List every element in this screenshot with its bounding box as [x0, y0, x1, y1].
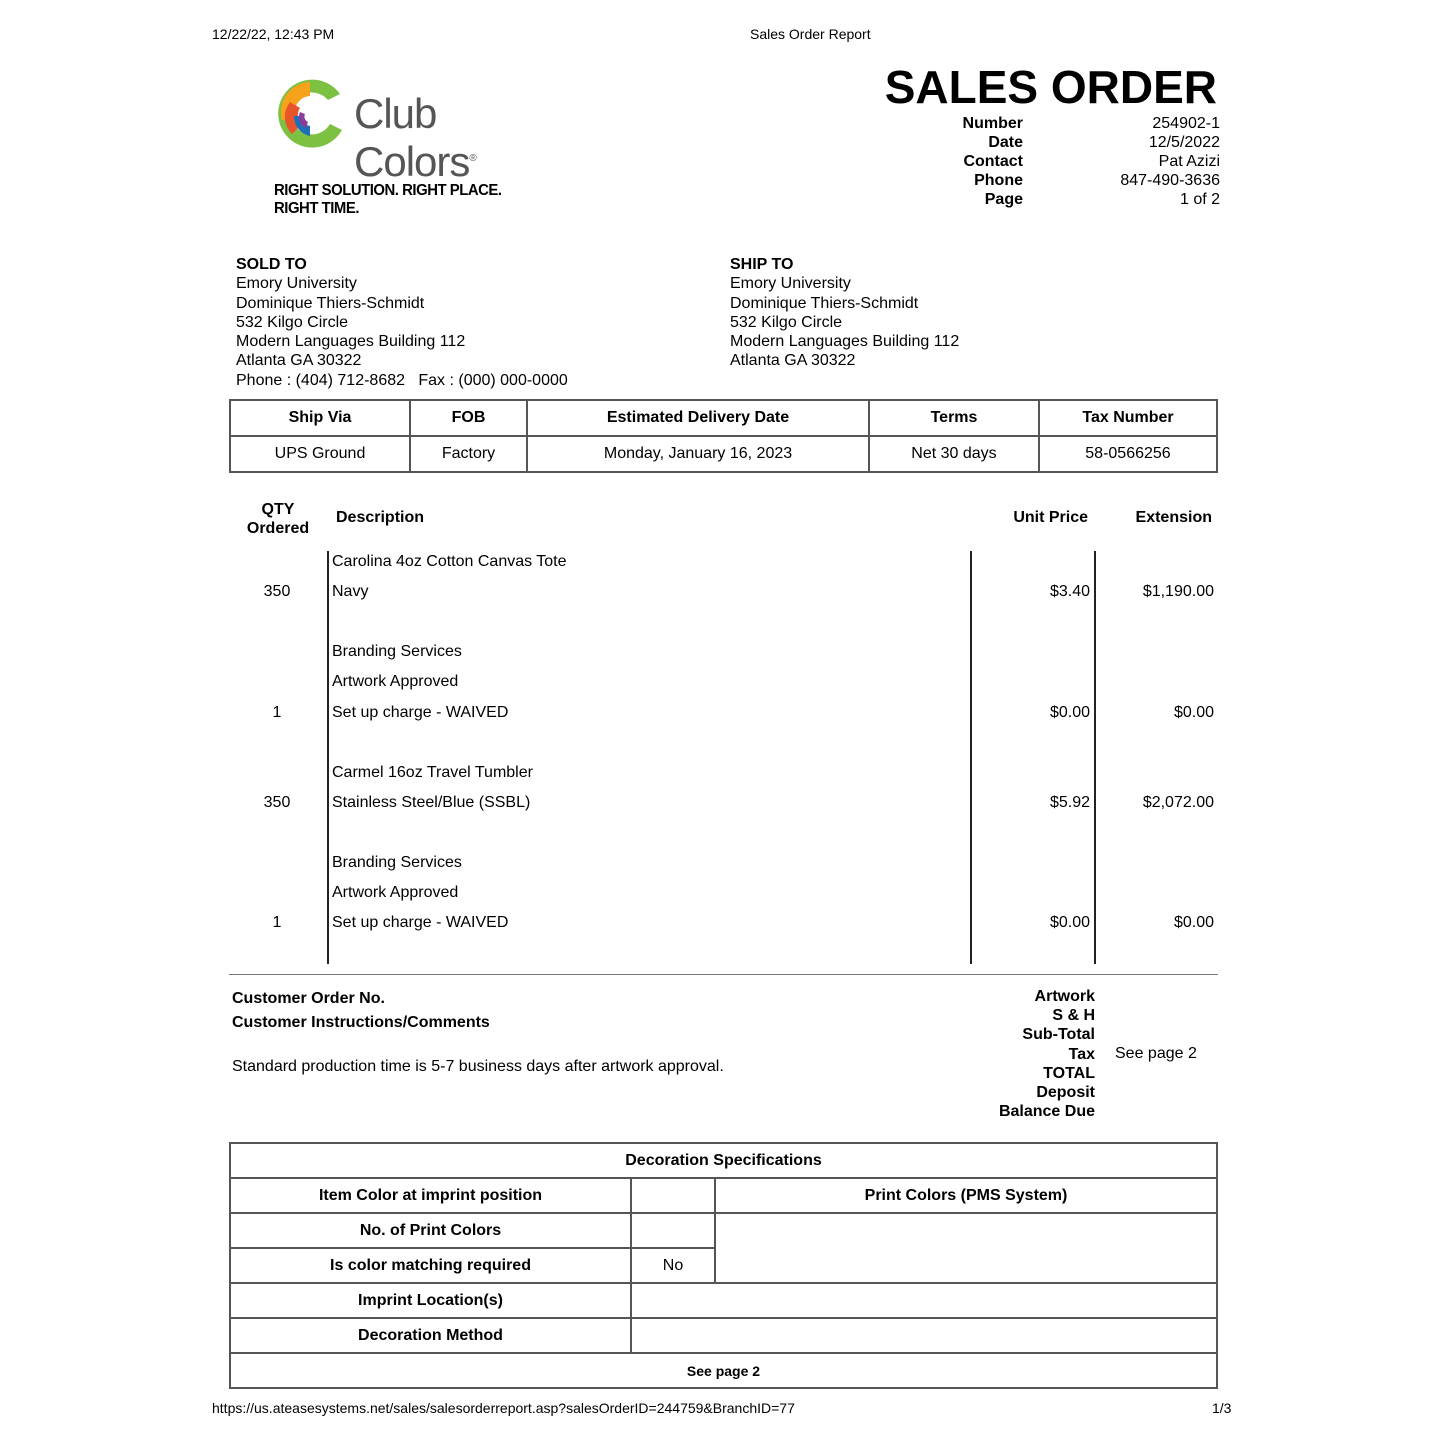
decoration-footer-row: [230, 1353, 1217, 1388]
meta-value: 12/5/2022: [1148, 134, 1220, 151]
ship-via-header: Ship Via: [230, 400, 410, 436]
item-extension: $0.00: [1173, 914, 1214, 931]
item-qty: [238, 637, 316, 667]
item-qty: [238, 547, 316, 577]
total-label: S & H: [1052, 1007, 1095, 1025]
decoration-method-label: Decoration Method: [230, 1318, 631, 1353]
delivery-date-header: Estimated Delivery Date: [527, 400, 869, 436]
decoration-title-row: [230, 1143, 1217, 1178]
company-logo: [270, 70, 560, 217]
meta-label: Contact: [963, 153, 1023, 170]
item-qty: [238, 848, 316, 878]
item-extension: [1100, 848, 1214, 878]
decoration-row: [230, 1283, 1217, 1318]
column-divider: [1094, 551, 1096, 964]
customer-comment: Standard production time is 5-7 business days after artwork approval.: [232, 1058, 724, 1075]
customer-instructions-label: Customer Instructions/Comments: [232, 1014, 490, 1031]
shipping-table: [229, 399, 1218, 473]
meta-label: Number: [962, 115, 1023, 132]
qty-header: [240, 500, 316, 538]
sold-to-line: Modern Languages Building 112: [236, 333, 466, 351]
unit-price-header: Unit Price: [1013, 509, 1088, 526]
sold-to-line: Atlanta GA 30322: [236, 352, 362, 370]
item-unit-price: $3.40: [1049, 583, 1090, 600]
meta-row-number: [930, 114, 1220, 133]
item-unit-price: $5.92: [1049, 794, 1090, 811]
qty-header-line: Ordered: [246, 520, 310, 537]
item-description: Set up charge - WAIVED: [332, 914, 509, 931]
totals-note: See page 2: [1115, 1045, 1197, 1062]
customer-order-label: Customer Order No.: [232, 990, 385, 1007]
print-colors-value: [715, 1213, 1217, 1283]
item-qty: [238, 607, 316, 637]
column-divider: [327, 551, 329, 964]
item-description: Artwork Approved: [332, 673, 459, 690]
meta-value: 847-490-3636: [1120, 172, 1220, 189]
decoration-row: [230, 1318, 1217, 1353]
decoration-footer-note: See page 2: [230, 1353, 1217, 1388]
ship-to-line: Emory University: [730, 275, 851, 293]
description-header: Description: [336, 509, 425, 526]
item-description: [332, 818, 962, 848]
imprint-location-value: [631, 1283, 1217, 1318]
sold-to-line: Dominique Thiers-Schmidt: [236, 294, 425, 312]
fob-value: Factory: [410, 436, 527, 472]
shipping-value-row: [230, 436, 1217, 472]
terms-value: Net 30 days: [869, 436, 1039, 472]
item-description: Carolina 4oz Cotton Canvas Tote: [332, 553, 567, 570]
item-unit-price: [975, 667, 1090, 697]
footer-page: 1/3: [1212, 1400, 1232, 1416]
item-unit-price: [975, 547, 1090, 577]
tax-number-header: Tax Number: [1039, 400, 1217, 436]
item-description: [332, 728, 962, 758]
qty-header-line: QTY: [261, 501, 295, 518]
item-qty: 350: [263, 583, 291, 600]
extension-header: Extension: [1135, 509, 1212, 526]
brand-name: Club Colors: [354, 90, 470, 185]
totals-labels: [960, 987, 1095, 1121]
print-datetime: 12/22/22, 12:43 PM: [212, 26, 335, 42]
delivery-date-value: Monday, January 16, 2023: [527, 436, 869, 472]
total-label: Balance Due: [998, 1103, 1095, 1121]
item-qty: [238, 667, 316, 697]
item-color-label: Item Color at imprint position: [230, 1178, 631, 1213]
item-description: [332, 607, 962, 637]
item-description: Branding Services: [332, 854, 462, 871]
item-color-value: [631, 1178, 715, 1213]
sold-to-line: 532 Kilgo Circle: [236, 313, 349, 331]
tagline: RIGHT SOLUTION. RIGHT PLACE. RIGHT TIME.: [274, 182, 502, 217]
total-label: Artwork: [1034, 988, 1095, 1005]
items-bottom-rule: [229, 974, 1218, 975]
item-extension: [1100, 818, 1214, 848]
item-description: Stainless Steel/Blue (SSBL): [332, 794, 531, 811]
tax-number-value: 58-0566256: [1039, 436, 1217, 472]
total-label: Deposit: [1036, 1084, 1095, 1102]
color-match-label: Is color matching required: [230, 1248, 631, 1283]
ship-via-value: UPS Ground: [230, 436, 410, 472]
terms-header: Terms: [869, 400, 1039, 436]
item-extension: [1100, 607, 1214, 637]
ship-to-line: Atlanta GA 30322: [730, 352, 856, 370]
item-description: Set up charge - WAIVED: [332, 704, 509, 721]
item-unit-price: [975, 637, 1090, 667]
item-extension: [1100, 758, 1214, 788]
ship-to-line: 532 Kilgo Circle: [730, 313, 843, 331]
item-extension: $0.00: [1173, 704, 1214, 721]
num-colors-value: [631, 1213, 715, 1248]
item-unit-price: [975, 728, 1090, 758]
meta-row-date: [930, 133, 1220, 152]
item-unit-price: [975, 878, 1090, 908]
item-unit-price: $0.00: [1049, 914, 1090, 931]
registered-mark: ®: [469, 153, 476, 164]
club-colors-logo-icon: [270, 72, 352, 154]
item-qty: 1: [272, 914, 282, 931]
item-description: Artwork Approved: [332, 884, 459, 901]
item-unit-price: [975, 607, 1090, 637]
meta-value: Pat Azizi: [1158, 153, 1220, 170]
ship-to-block: [730, 255, 959, 371]
total-label: Sub-Total: [1022, 1026, 1095, 1044]
sold-to-block: [236, 255, 568, 390]
meta-label: Date: [988, 134, 1023, 151]
item-extension: $2,072.00: [1142, 794, 1214, 811]
sold-to-heading: SOLD TO: [236, 256, 307, 273]
sold-to-line: Phone : (404) 712-8682 Fax : (000) 000-0000: [236, 371, 568, 389]
item-description: Navy: [332, 583, 369, 600]
decoration-table: [229, 1142, 1218, 1389]
item-extension: [1100, 547, 1214, 577]
item-description: Branding Services: [332, 643, 462, 660]
meta-row-phone: [930, 171, 1220, 190]
item-extension: [1100, 728, 1214, 758]
meta-value: 1 of 2: [1179, 191, 1220, 208]
decoration-row: [230, 1178, 1217, 1213]
decoration-title: Decoration Specifications: [230, 1143, 1217, 1178]
color-match-value: No: [631, 1248, 715, 1283]
item-qty: [238, 818, 316, 848]
shipping-header-row: [230, 400, 1217, 436]
ship-to-heading: SHIP TO: [730, 256, 794, 273]
item-extension: [1100, 667, 1214, 697]
item-qty: [238, 758, 316, 788]
ship-to-line: Modern Languages Building 112: [730, 333, 960, 351]
decoration-row: [230, 1213, 1217, 1248]
item-extension: $1,190.00: [1142, 583, 1214, 600]
total-label: TOTAL: [1043, 1064, 1095, 1082]
document-title: SALES ORDER: [884, 61, 1217, 113]
column-divider: [970, 551, 972, 964]
item-qty: [238, 728, 316, 758]
ship-to-line: Dominique Thiers-Schmidt: [730, 294, 919, 312]
item-qty: 1: [272, 704, 282, 721]
meta-label: Phone: [974, 172, 1023, 189]
sold-to-line: Emory University: [236, 275, 357, 293]
item-description: Carmel 16oz Travel Tumbler: [332, 764, 533, 781]
item-unit-price: [975, 758, 1090, 788]
item-unit-price: [975, 848, 1090, 878]
item-extension: [1100, 878, 1214, 908]
meta-row-page: [930, 190, 1220, 209]
item-qty: 350: [263, 794, 291, 811]
num-colors-label: No. of Print Colors: [230, 1213, 631, 1248]
meta-value: 254902-1: [1152, 115, 1220, 132]
item-unit-price: [975, 818, 1090, 848]
report-title: Sales Order Report: [750, 26, 871, 42]
fob-header: FOB: [410, 400, 527, 436]
meta-row-contact: [930, 152, 1220, 171]
order-meta: [930, 114, 1220, 209]
meta-label: Page: [984, 191, 1023, 208]
total-label: Tax: [1068, 1045, 1095, 1063]
print-colors-label: Print Colors (PMS System): [715, 1178, 1217, 1213]
item-qty: [238, 878, 316, 908]
decoration-method-value: [631, 1318, 1217, 1353]
item-extension: [1100, 637, 1214, 667]
footer-url[interactable]: https://us.ateasesystems.net/sales/salesorderreport.asp?salesOrderID=244759&BranchID=77: [212, 1400, 795, 1416]
imprint-location-label: Imprint Location(s): [230, 1283, 631, 1318]
item-unit-price: $0.00: [1049, 704, 1090, 721]
